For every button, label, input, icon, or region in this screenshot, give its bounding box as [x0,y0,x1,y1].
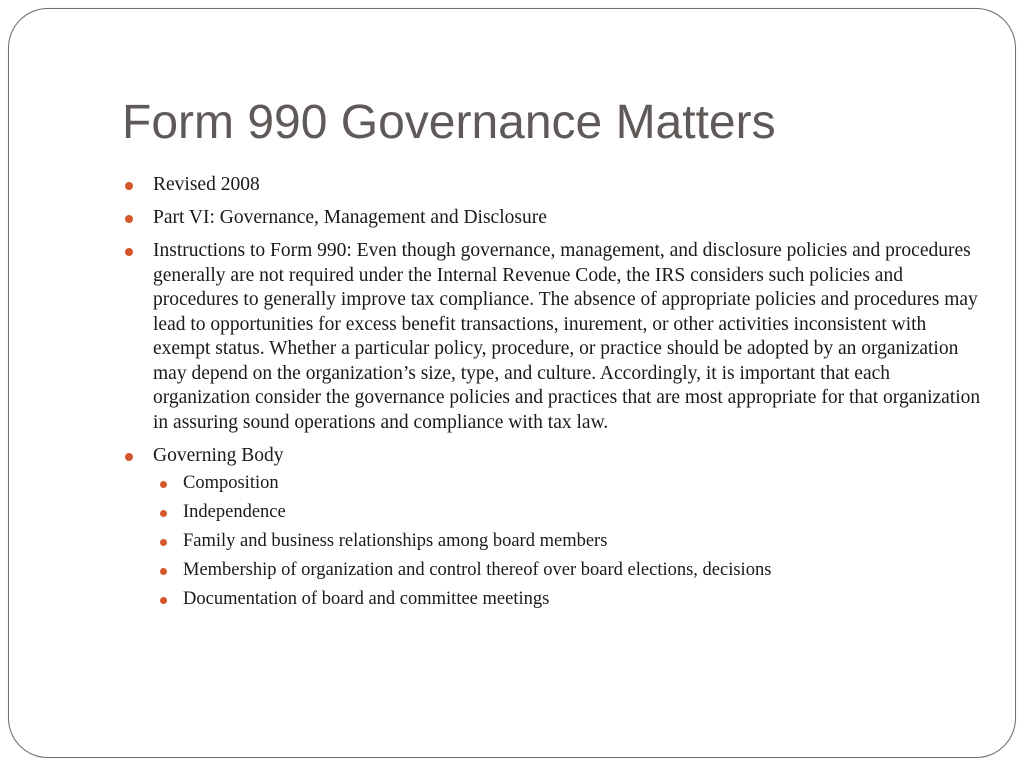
sub-bullet-relationships: Family and business relationships among board members [153,530,983,553]
sub-bullet-composition: Composition [153,472,983,495]
sub-bullet-list [153,472,983,611]
bullet-governing-body [123,444,983,612]
sub-bullet-membership: Membership of organization and control thereof over board elections, decisions [153,559,983,582]
bullet-governing-body-label: Governing Body [153,444,284,466]
sub-bullet-independence: Independence [153,501,983,524]
slide-body [123,173,983,620]
bullet-part-vi: Part VI: Governance, Management and Disclosure [123,206,983,231]
bullet-instructions: Instructions to Form 990: Even though governance, management, and disclosure policies and procedures generally are not required under the Internal Revenue Code, the IRS considers such policies and procedures to generally improve tax compliance. The absence of appropriate policies and procedures may lead to opportunities for excess benefit transactions, inurement, or other activities inconsistent with exempt status. Whether a particular policy, procedure, or practice should be adopted by an organization may depend on the organization’s size, type, and culture. Accordingly, it is important that each organization consider the governance policies and practices that are most appropriate for that organization in assuring sound operations and compliance with tax law. [123,239,983,435]
slide-frame [8,8,1016,758]
bullet-list [123,173,983,611]
bullet-revised: Revised 2008 [123,173,983,198]
slide-title: Form 990 Governance Matters [122,96,776,149]
sub-bullet-documentation: Documentation of board and committee meetings [153,588,983,611]
